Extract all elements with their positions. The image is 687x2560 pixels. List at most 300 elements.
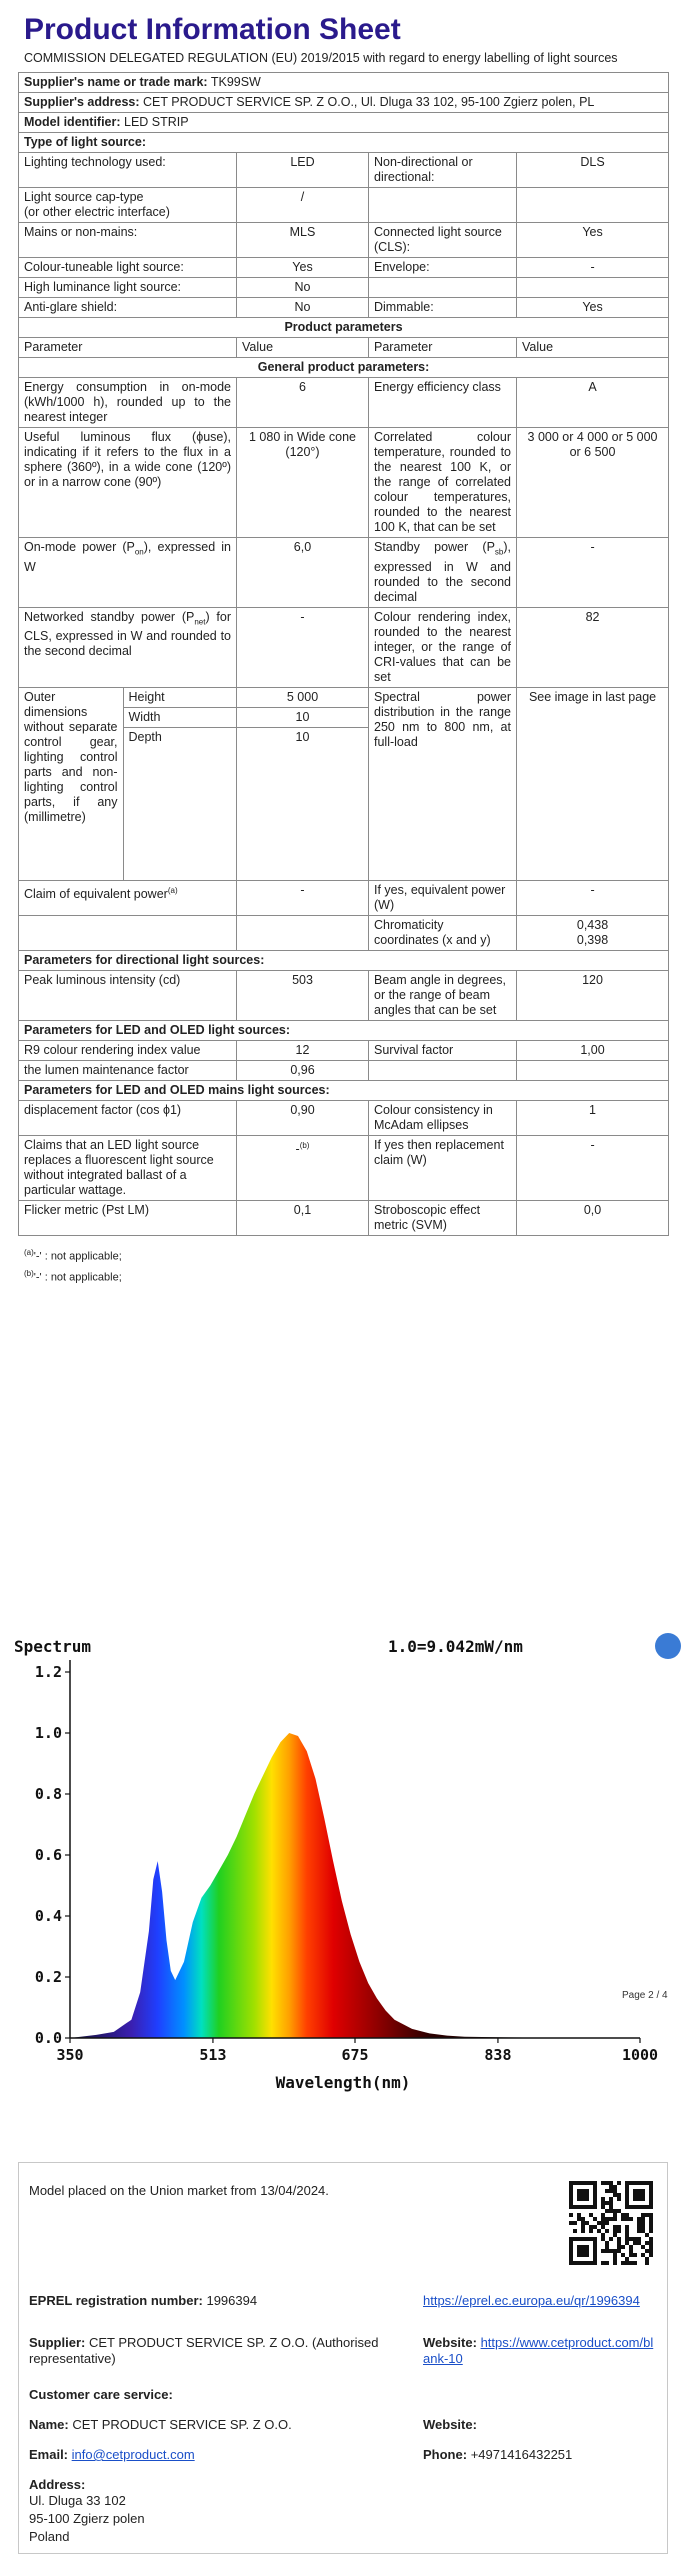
qr-module [649, 2185, 653, 2189]
spd-value: See image in last page [517, 687, 669, 880]
type-heading: Type of light source: [19, 133, 669, 153]
qr-module [601, 2237, 605, 2241]
led-label-0: R9 colour rendering index value [19, 1040, 237, 1060]
depth-label: Depth [128, 729, 162, 744]
regulation-subtitle: COMMISSION DELEGATED REGULATION (EU) 2019/2015 with regard to energy labelling of light sources [24, 51, 618, 65]
mains-row [19, 1200, 669, 1235]
qr-module [613, 2249, 617, 2253]
x-tick-label-2: 675 [341, 2046, 369, 2064]
mains-row [19, 1100, 669, 1135]
param-header-row [19, 338, 669, 358]
qr-module [581, 2197, 585, 2201]
qr-module [609, 2249, 613, 2253]
y-tick-label-2: 0.4 [34, 1907, 62, 1925]
qr-module [605, 2229, 609, 2233]
qr-module [641, 2229, 645, 2233]
qr-module [601, 2213, 605, 2217]
qr-module [597, 2229, 601, 2233]
general-label-0: Energy consumption in on-mode (kWh/1000 h), rounded up to the nearest integer [19, 378, 237, 428]
spectrum-ylabel: Spectrum [14, 1637, 92, 1656]
general-row [19, 378, 669, 428]
qr-module [613, 2193, 617, 2197]
chroma-row [19, 915, 669, 950]
standby-value: - [517, 538, 669, 608]
qr-module [641, 2253, 645, 2257]
general-heading: General product parameters: [19, 358, 669, 378]
y-tick-label-5: 1.0 [34, 1724, 62, 1742]
general-rows [19, 378, 669, 538]
spd-label: Spectral power distribution in the range 250 nm to 800 nm, at full-load [369, 687, 517, 880]
website-link[interactable]: https://www.cetproduct.com/blank-10 [423, 2335, 654, 2366]
address-line-1: Ul. Dluga 33 102 [29, 2493, 126, 2508]
type-label-3: Colour-tuneable light source: [19, 258, 237, 278]
qr-module [585, 2253, 589, 2257]
qr-module [569, 2253, 573, 2257]
footnote-a [24, 1244, 668, 1266]
qr-module [589, 2181, 593, 2185]
qr-module [569, 2197, 573, 2201]
qr-module [577, 2197, 581, 2201]
qr-module [649, 2241, 653, 2245]
qr-module [569, 2249, 573, 2253]
qr-module [645, 2261, 649, 2265]
qr-module [601, 2197, 605, 2201]
qr-module [625, 2193, 629, 2197]
qr-module [601, 2217, 605, 2221]
qr-module [585, 2193, 589, 2197]
qr-module [613, 2213, 617, 2217]
equiv-value: - [237, 880, 369, 915]
qr-module [637, 2181, 641, 2185]
x-tick-label-0: 350 [56, 2046, 84, 2064]
qr-module [569, 2261, 573, 2265]
qr-module [629, 2253, 633, 2257]
type-label2-5: Dimmable: [369, 298, 517, 318]
qr-module [585, 2221, 589, 2225]
type-value-3: Yes [237, 258, 369, 278]
onmode-row [19, 538, 669, 608]
qr-module [585, 2181, 589, 2185]
equiv-row [19, 880, 669, 915]
qr-module [577, 2249, 581, 2253]
qr-module [573, 2229, 577, 2233]
qr-module [577, 2213, 581, 2217]
footnote-a-text: '-' : not applicable; [33, 1250, 122, 1263]
supplier-row [29, 2335, 411, 2367]
peak-intensity-value: 503 [237, 970, 369, 1020]
qr-module [613, 2185, 617, 2189]
qr-module [625, 2197, 629, 2201]
qr-module [577, 2217, 581, 2221]
dimensions-cell [19, 687, 237, 880]
qr-module [593, 2185, 597, 2189]
led-value-1: 0,96 [237, 1060, 369, 1080]
mains-row [19, 1135, 669, 1200]
type-rows [19, 153, 669, 318]
type-row [19, 298, 669, 318]
spectrum-xlabel: Wavelength(nm) [275, 2073, 411, 2092]
type-value-1: / [237, 188, 369, 223]
qr-module [601, 2249, 605, 2253]
qr-module [633, 2181, 637, 2185]
type-value2-0: DLS [517, 153, 669, 188]
qr-module [617, 2237, 621, 2241]
qr-module [593, 2253, 597, 2257]
qr-module [625, 2217, 629, 2221]
qr-module [613, 2233, 617, 2237]
type-row [19, 223, 669, 258]
type-value-0: LED [237, 153, 369, 188]
qr-module [641, 2181, 645, 2185]
qr-module [601, 2225, 605, 2229]
qr-module [645, 2181, 649, 2185]
type-value-5: No [237, 298, 369, 318]
qr-module [593, 2261, 597, 2265]
qr-module [641, 2221, 645, 2225]
qr-module [625, 2181, 629, 2185]
equiv-label-sup: (a) [167, 885, 178, 895]
care-heading: Customer care service: [29, 2387, 173, 2402]
networked-label-sub: net [194, 617, 206, 626]
qr-module [589, 2229, 593, 2233]
qr-module [649, 2205, 653, 2209]
qr-module [573, 2221, 577, 2225]
type-label-5: Anti-glare shield: [19, 298, 237, 318]
qr-module [649, 2237, 653, 2241]
onmode-label-post: ), expressed in W [24, 540, 231, 574]
qr-module [629, 2245, 633, 2249]
qr-module [649, 2193, 653, 2197]
qr-module [605, 2261, 609, 2265]
qr-module [589, 2213, 593, 2217]
qr-module [593, 2193, 597, 2197]
qr-module [569, 2205, 573, 2209]
qr-module [609, 2205, 613, 2209]
y-tick-label-0: 0.0 [34, 2029, 62, 2047]
equiv-power-label: If yes, equivalent power (W) [369, 880, 517, 915]
qr-module [589, 2261, 593, 2265]
qr-module [593, 2201, 597, 2205]
qr-module [645, 2205, 649, 2209]
qr-module [633, 2193, 637, 2197]
qr-module [613, 2189, 617, 2193]
qr-module [613, 2217, 617, 2221]
phone-row [423, 2447, 572, 2463]
eprel-card [18, 2162, 668, 2554]
eprel-row [29, 2293, 257, 2309]
qr-module [625, 2261, 629, 2265]
qr-module [573, 2261, 577, 2265]
supplier-address-label: Supplier's address: [24, 95, 140, 109]
cri-value: 82 [517, 607, 669, 687]
width-label: Width [123, 707, 236, 727]
value-col-header: Value [237, 338, 369, 358]
qr-module [641, 2197, 645, 2201]
qr-module [593, 2217, 597, 2221]
qr-module [609, 2237, 613, 2241]
phone-value: +4971416432251 [470, 2447, 573, 2462]
qr-module [641, 2213, 645, 2217]
qr-module [629, 2217, 633, 2221]
qr-module [629, 2261, 633, 2265]
networked-value: - [237, 607, 369, 687]
qr-module [617, 2241, 621, 2245]
model-value: LED STRIP [124, 115, 189, 129]
led-heading-row [19, 1020, 669, 1040]
qr-module [569, 2221, 573, 2225]
type-label2-1 [369, 188, 517, 223]
supplier-address-value: CET PRODUCT SERVICE SP. Z O.O., Ul. Dluga 33 102, 95-100 Zgierz polen, PL [143, 95, 595, 109]
equiv-label-text: Claim of equivalent power [24, 886, 168, 901]
footnote-a-sup: (a) [24, 1247, 34, 1257]
led-mains-heading: Parameters for LED and OLED mains light sources: [19, 1080, 669, 1100]
care-name-value: CET PRODUCT SERVICE SP. Z O.O. [72, 2417, 292, 2432]
qr-module [609, 2181, 613, 2185]
mains-value-sup-1: (b) [299, 1140, 310, 1150]
equiv-power-value: - [517, 880, 669, 915]
mains-rows [19, 1100, 669, 1235]
directional-row [19, 970, 669, 1020]
led-heading: Parameters for LED and OLED light sources: [19, 1020, 669, 1040]
qr-module [649, 2181, 653, 2185]
y-tick-label-4: 0.8 [34, 1785, 62, 1803]
qr-module [637, 2225, 641, 2229]
led-mains-heading-row [19, 1080, 669, 1100]
general-value2-1: 3 000 or 4 000 or 5 000 or 6 500 [517, 428, 669, 538]
qr-module [605, 2201, 609, 2205]
qr-module [585, 2261, 589, 2265]
standby-label-sub: sb [494, 547, 504, 557]
qr-module [605, 2221, 609, 2225]
card-supplier-value: CET PRODUCT SERVICE SP. Z O.O. (Authorised representative) [29, 2335, 379, 2366]
qr-module [637, 2193, 641, 2197]
footnotes [24, 1244, 668, 1287]
qr-module [609, 2185, 613, 2189]
qr-module [601, 2201, 605, 2205]
qr-module [609, 2217, 613, 2221]
qr-module [601, 2261, 605, 2265]
general-value-1: 1 080 in Wide cone (120°) [237, 428, 369, 538]
dimensions-subtable [19, 688, 236, 880]
qr-module [605, 2249, 609, 2253]
qr-module [605, 2189, 609, 2193]
qr-module [633, 2189, 637, 2193]
qr-module [581, 2249, 585, 2253]
dimensions-row [19, 687, 669, 880]
qr-module [617, 2193, 621, 2197]
led-value2-1 [517, 1060, 669, 1080]
type-label2-2: Connected light source (CLS): [369, 223, 517, 258]
qr-module [605, 2209, 609, 2213]
qr-module [589, 2225, 593, 2229]
qr-module [625, 2257, 629, 2261]
model-row [19, 113, 669, 133]
qr-module [605, 2181, 609, 2185]
qr-module [613, 2229, 617, 2233]
page-number: Page 2 / 4 [622, 1990, 668, 2001]
model-label: Model identifier: [24, 115, 121, 129]
footnote-b-text: '-' : not applicable; [33, 1271, 122, 1284]
qr-module [625, 2229, 629, 2233]
onmode-label-sub: on [134, 547, 144, 557]
onmode-label [19, 538, 237, 608]
qr-module [617, 2197, 621, 2201]
directional-heading-row [19, 950, 669, 970]
qr-module [569, 2185, 573, 2189]
qr-module [577, 2193, 581, 2197]
mains-label-0: displacement factor (cos ϕ1) [19, 1100, 237, 1135]
qr-module [573, 2237, 577, 2241]
x-tick-label-3: 838 [484, 2046, 512, 2064]
qr-module [585, 2197, 589, 2201]
type-label-4: High luminance light source: [19, 278, 237, 298]
qr-module [581, 2189, 585, 2193]
width-value: 10 [237, 708, 368, 728]
qr-module [593, 2245, 597, 2249]
supplier-name-label: Supplier's name or trade mark: [24, 75, 208, 89]
eprel-label: EPREL registration number: [29, 2293, 203, 2308]
qr-code-icon[interactable] [569, 2181, 653, 2265]
qr-module [613, 2257, 617, 2261]
general-value-0: 6 [237, 378, 369, 428]
qr-module [649, 2221, 653, 2225]
qr-module [633, 2205, 637, 2209]
qr-module [577, 2261, 581, 2265]
qr-module [577, 2253, 581, 2257]
qr-module [577, 2245, 581, 2249]
beam-angle-label: Beam angle in degrees, or the range of beam angles that can be set [369, 970, 517, 1020]
qr-module [581, 2205, 585, 2209]
qr-module [625, 2233, 629, 2237]
qr-module [637, 2221, 641, 2225]
qr-module [569, 2245, 573, 2249]
chroma-empty-1 [19, 915, 237, 950]
website-row [423, 2335, 659, 2367]
led-rows [19, 1040, 669, 1080]
qr-module [625, 2205, 629, 2209]
footnote-b [24, 1265, 668, 1287]
dimensions-values-cell [237, 687, 369, 880]
qr-module [649, 2249, 653, 2253]
param-col-header-2: Parameter [369, 338, 517, 358]
chroma-empty-2 [237, 915, 369, 950]
networked-row [19, 607, 669, 687]
qr-module [625, 2241, 629, 2245]
depth-value: 10 [295, 729, 310, 744]
qr-module [633, 2241, 637, 2245]
qr-module [577, 2189, 581, 2193]
type-label2-3: Envelope: [369, 258, 517, 278]
x-tick-label-1: 513 [199, 2046, 227, 2064]
qr-module [609, 2189, 613, 2193]
mains-value2-0: 1 [517, 1100, 669, 1135]
qr-module [573, 2205, 577, 2209]
qr-module [569, 2181, 573, 2185]
website-label: Website: [423, 2335, 477, 2350]
qr-module [641, 2189, 645, 2193]
qr-module [593, 2241, 597, 2245]
qr-module [581, 2237, 585, 2241]
qr-module [621, 2261, 625, 2265]
eprel-link[interactable]: https://eprel.ec.europa.eu/qr/1996394 [423, 2293, 640, 2308]
qr-module [617, 2181, 621, 2185]
onmode-label-pre: On-mode power (P [24, 540, 135, 554]
type-row [19, 278, 669, 298]
led-label2-1 [369, 1060, 517, 1080]
y-tick-label-1: 0.2 [34, 1968, 62, 1986]
standby-label-pre: Standby power (P [374, 540, 495, 554]
standby-label [369, 538, 517, 608]
peak-intensity-label: Peak luminous intensity (cd) [19, 970, 237, 1020]
footnote-b-sup: (b) [24, 1269, 34, 1279]
qr-module [625, 2201, 629, 2205]
mains-label-1: Claims that an LED light source replaces a fluorescent light source without integrated ballast of a particular wattage. [19, 1135, 237, 1200]
chart-layer [35, 1660, 658, 2064]
qr-module [621, 2213, 625, 2217]
qr-module [637, 2189, 641, 2193]
qr-module [581, 2245, 585, 2249]
qr-module [649, 2253, 653, 2257]
dim-height-row [19, 688, 236, 708]
qr-module [581, 2229, 585, 2233]
qr-module [617, 2249, 621, 2253]
qr-module [601, 2221, 605, 2225]
phone-label: Phone: [423, 2447, 468, 2462]
qr-module [637, 2241, 641, 2245]
qr-module [617, 2209, 621, 2213]
mains-label2-0: Colour consistency in McAdam ellipses [369, 1100, 517, 1135]
type-heading-row [19, 133, 669, 153]
spectrum-title: 1.0=9.042mW/nm [388, 1637, 523, 1656]
mains-value-0: 0,90 [237, 1100, 369, 1135]
general-label-1: Useful luminous flux (ϕuse), indicating if it refers to the flux in a sphere (360º), in a wide cone (120º) or in a narrow cone (90º) [19, 428, 237, 538]
card-supplier-label: Supplier: [29, 2335, 86, 2350]
qr-module [569, 2193, 573, 2197]
qr-module [629, 2181, 633, 2185]
height-label: Height [123, 688, 236, 708]
qr-module [589, 2205, 593, 2209]
qr-module [621, 2245, 625, 2249]
type-value2-1 [517, 188, 669, 223]
qr-module [625, 2189, 629, 2193]
qr-module [593, 2181, 597, 2185]
beam-angle-value: 120 [517, 970, 669, 1020]
equiv-label [19, 880, 237, 915]
address-line-3: Poland [29, 2529, 70, 2544]
qr-module [569, 2237, 573, 2241]
directional-heading: Parameters for directional light sources: [19, 950, 669, 970]
qr-module [637, 2229, 641, 2233]
qr-module [633, 2253, 637, 2257]
care-website-label: Website: [423, 2417, 477, 2432]
qr-module [641, 2205, 645, 2209]
cri-label: Colour rendering index, rounded to the nearest integer, or the range of CRI-values that can be set [369, 607, 517, 687]
standby-label-post: ), expressed in W and rounded to the second decimal [374, 540, 511, 604]
email-label: Email: [29, 2447, 69, 2462]
qr-module [601, 2205, 605, 2209]
qr-module [641, 2217, 645, 2221]
qr-module [609, 2197, 613, 2201]
qr-module [585, 2245, 589, 2249]
qr-module [649, 2197, 653, 2201]
type-value2-5: Yes [517, 298, 669, 318]
type-value2-2: Yes [517, 223, 669, 258]
product-params-heading-row [19, 318, 669, 338]
type-row [19, 153, 669, 188]
qr-module [581, 2261, 585, 2265]
email-link[interactable]: info@cetproduct.com [71, 2447, 195, 2462]
qr-module [613, 2209, 617, 2213]
